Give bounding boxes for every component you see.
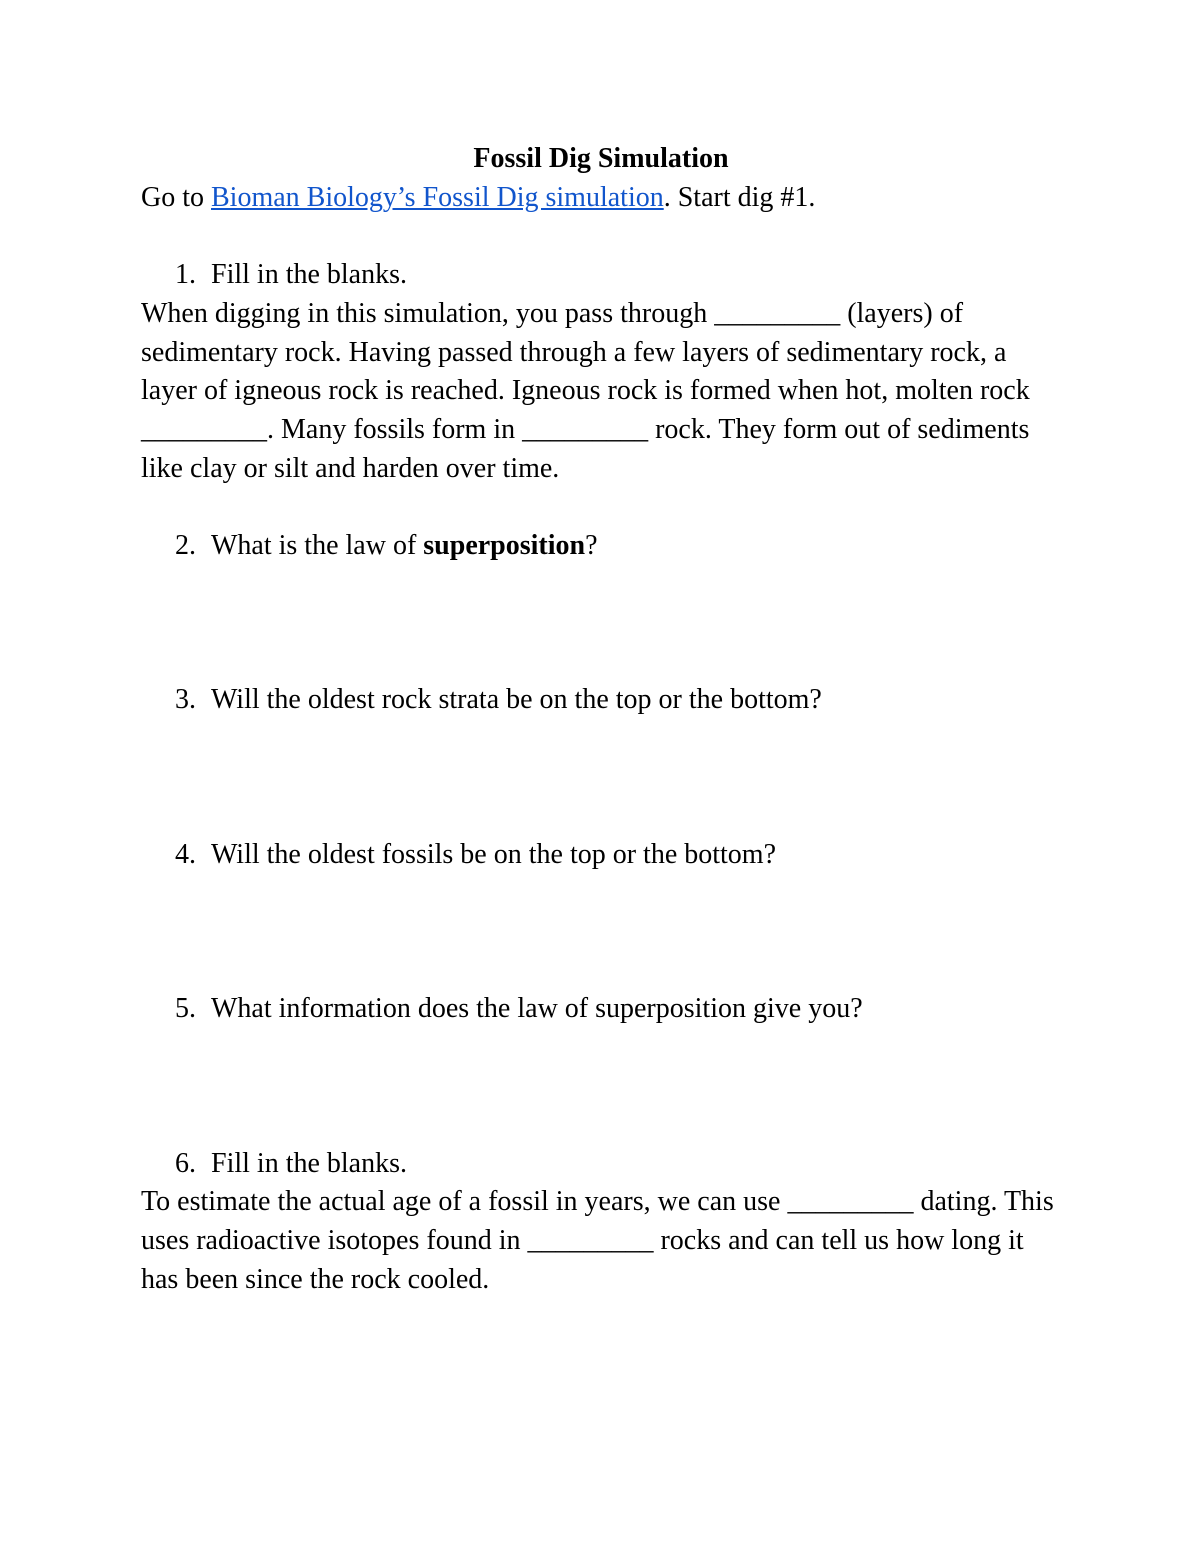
answer-space bbox=[141, 566, 1061, 643]
question-number: 3. bbox=[175, 684, 196, 716]
spacer bbox=[141, 488, 1061, 527]
question-text: What information does the law of superposition give you? bbox=[211, 993, 863, 1025]
spacer bbox=[141, 797, 1061, 836]
question-2 bbox=[141, 527, 1061, 566]
question-text: Fill in the blanks. bbox=[211, 1147, 407, 1179]
question-6 bbox=[141, 1145, 1061, 1184]
intro-suffix: . Start dig #1. bbox=[663, 181, 816, 213]
question-text: Will the oldest rock strata be on the top or the bottom? bbox=[211, 684, 822, 716]
question-number: 6. bbox=[175, 1147, 196, 1179]
question-number: 4. bbox=[175, 838, 196, 870]
question-1 bbox=[141, 256, 1061, 295]
answer-space bbox=[141, 1029, 1061, 1106]
question-number: 5. bbox=[175, 993, 196, 1025]
spacer bbox=[141, 643, 1061, 682]
document-body bbox=[141, 140, 1061, 1299]
question-text-prefix: What is the law of bbox=[211, 530, 424, 561]
question-3 bbox=[141, 681, 1061, 720]
spacer bbox=[141, 217, 1061, 256]
question-text-suffix: ? bbox=[585, 530, 598, 561]
page-title: Fossil Dig Simulation bbox=[473, 143, 729, 174]
simulation-link[interactable]: Bioman Biology’s Fossil Dig simulation bbox=[211, 181, 664, 213]
intro-line bbox=[141, 179, 1061, 218]
question-number: 2. bbox=[175, 530, 196, 561]
answer-space bbox=[141, 720, 1061, 797]
question-text: Fill in the blanks. bbox=[211, 259, 407, 291]
question-1-paragraph: When digging in this simulation, you pass through _________ (layers) of sedimentary rock. Having passed through a few layers of sedimentary rock, a layer of igneous rock is reached. Igneous rock is formed when hot, molten rock _________. Many fossils form in _________ rock. They form out of sediments like clay or silt and harden over time. bbox=[141, 297, 1030, 484]
answer-space bbox=[141, 874, 1061, 951]
spacer bbox=[141, 1106, 1061, 1145]
spacer bbox=[141, 951, 1061, 990]
question-5 bbox=[141, 990, 1061, 1029]
question-4 bbox=[141, 836, 1061, 875]
question-number: 1. bbox=[175, 259, 196, 291]
question-6-paragraph: To estimate the actual age of a fossil in years, we can use _________ dating. This uses radioactive isotopes found in _________ rocks and can tell us how long it has been since the rock cooled. bbox=[141, 1186, 1054, 1295]
intro-prefix: Go to bbox=[141, 181, 211, 213]
question-text: Will the oldest fossils be on the top or the bottom? bbox=[211, 838, 777, 870]
question-text-bold: superposition bbox=[423, 530, 586, 561]
